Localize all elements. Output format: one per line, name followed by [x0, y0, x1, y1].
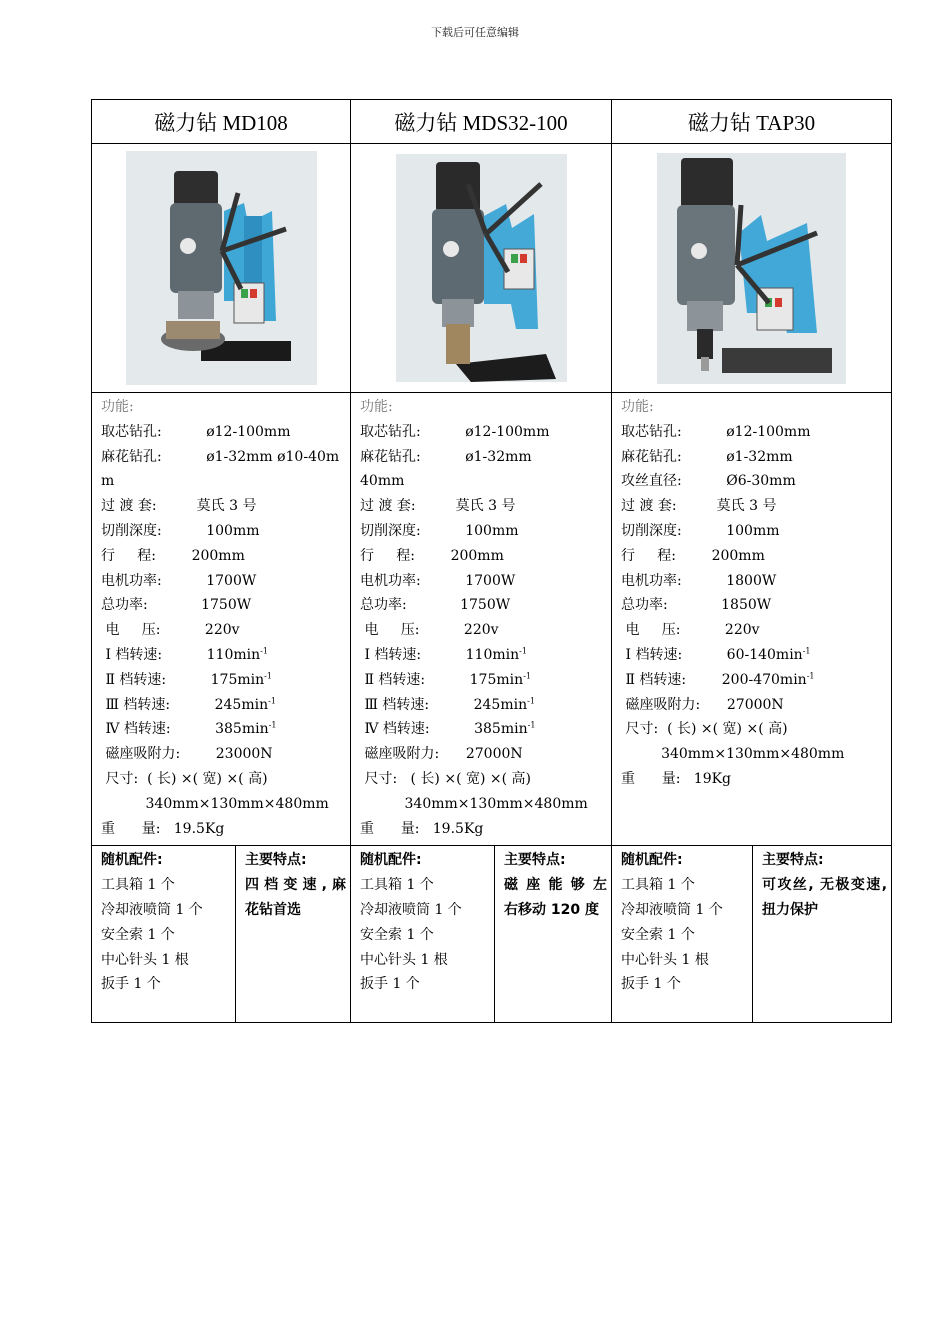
- spec-line: 尺寸: ( 长) ×( 宽) ×( 高): [101, 770, 268, 787]
- spec-row: [92, 393, 892, 846]
- spec-line: 磁座吸附力: 27000N: [621, 696, 784, 713]
- spec-heading: 功能:: [360, 399, 393, 415]
- accessory-item: 工具箱 1 个: [621, 877, 695, 894]
- accessory-item: 扳手 1 个: [101, 976, 161, 993]
- features-text: 四 档 变 速 , 麻花钻首选: [245, 877, 346, 918]
- product-title: 磁力钻 MDS32-100: [351, 100, 612, 144]
- spec-line: 切削深度: 100mm: [621, 522, 780, 539]
- accessory-list: [101, 873, 231, 997]
- magnetic-drill-photo: [657, 153, 846, 384]
- magnetic-drill-photo: [396, 154, 567, 382]
- spec-line: 340mm×130mm×480mm: [360, 795, 588, 812]
- product-title: 磁力钻 TAP30: [612, 100, 892, 144]
- accessory-list: [621, 873, 748, 997]
- spec-line: 总功率: 1750W: [360, 597, 511, 614]
- accessory-item: 中心针头 1 根: [101, 951, 189, 968]
- spec-line: 攻丝直径: Ø6-30mm: [621, 473, 796, 490]
- spec-line: Ⅱ 档转速: $175\min^{-1}$: [360, 671, 531, 688]
- spec-line: 总功率: 1750W: [101, 597, 252, 614]
- magnetic-drill-photo: [126, 151, 317, 385]
- product-image-cell: [612, 144, 892, 393]
- accessories-heading: 随机配件:: [360, 852, 422, 869]
- features-cell: [236, 846, 351, 1023]
- spec-line: 总功率: 1850W: [621, 597, 772, 614]
- spec-line: 取芯钻孔: ø12-100mm: [360, 423, 550, 440]
- spec-list: [351, 393, 612, 846]
- accessory-row: [92, 846, 892, 1023]
- spec-heading: 功能:: [621, 399, 654, 415]
- features-cell: [753, 846, 892, 1023]
- spec-line: 尺寸: ( 长) ×( 宽) ×( 高): [621, 721, 788, 738]
- accessory-item: 中心针头 1 根: [360, 951, 448, 968]
- spec-line: 切削深度: 100mm: [101, 522, 260, 539]
- spec-line: 电 压: 220v: [360, 622, 499, 639]
- page-header: 下载后可任意编辑: [431, 26, 519, 39]
- spec-line: 行 程: 200mm: [101, 547, 245, 564]
- accessory-item: 冷却液喷筒 1 个: [101, 901, 203, 918]
- spec-line: Ⅳ 档转速: $385\min^{-1}$: [101, 720, 277, 738]
- spec-line: 电 压: 220v: [621, 622, 760, 639]
- spec-line: 340mm×130mm×480mm: [101, 795, 329, 812]
- spec-line: 麻花钻孔: ø1-32mm ø10-40mm: [101, 448, 340, 490]
- accessory-list: [360, 873, 490, 997]
- spec-line: Ⅳ 档转速: $385\min^{-1}$: [360, 720, 536, 738]
- product-comparison-table: [91, 99, 892, 1023]
- spec-line: 麻花钻孔: ø1-32mm: [360, 448, 532, 465]
- spec-line: 40mm: [360, 473, 405, 490]
- accessory-item: 安全索 1 个: [101, 926, 175, 943]
- product-title: 磁力钻 MD108: [92, 100, 351, 144]
- accessory-item: 工具箱 1 个: [360, 877, 434, 894]
- spec-line: 重 量: 19.5Kg: [101, 820, 225, 837]
- features-heading: 主要特点:: [504, 852, 566, 869]
- spec-line: 行 程: 200mm: [621, 547, 765, 564]
- accessories-cell: [92, 846, 236, 1023]
- spec-list: [92, 393, 351, 846]
- spec-line: Ⅲ 档转速: $245\min^{-1}$: [101, 695, 276, 713]
- spec-list: [612, 393, 892, 846]
- spec-line: 重 量: 19Kg: [621, 770, 732, 787]
- spec-line: 取芯钻孔: ø12-100mm: [101, 423, 291, 440]
- spec-line: 取芯钻孔: ø12-100mm: [621, 423, 811, 440]
- spec-line: Ⅱ 档转速: $200-470\min^{-1}$: [621, 671, 815, 688]
- spec-line: 过 渡 套: 莫氏 3 号: [101, 498, 257, 515]
- image-row: [92, 144, 892, 393]
- accessory-item: 安全索 1 个: [360, 926, 434, 943]
- product-image-cell: [92, 144, 351, 393]
- accessory-item: 安全索 1 个: [621, 926, 695, 943]
- product-image-cell: [351, 144, 612, 393]
- features-heading: 主要特点:: [245, 852, 307, 869]
- spec-line: 尺寸: ( 长) ×( 宽) ×( 高): [360, 770, 532, 787]
- accessories-heading: 随机配件:: [101, 852, 163, 869]
- spec-line: 电机功率: 1800W: [621, 572, 777, 589]
- spec-line: 磁座吸附力: 23000N: [101, 746, 273, 763]
- spec-line: Ⅰ 档转速: $60-140\min^{-1}$: [621, 646, 811, 663]
- spec-line: 过 渡 套: 莫氏 3 号: [621, 498, 777, 515]
- title-row: [92, 100, 892, 144]
- spec-line: 麻花钻孔: ø1-32mm: [621, 448, 793, 465]
- accessory-item: 冷却液喷筒 1 个: [621, 901, 723, 918]
- spec-line: 过 渡 套: 莫氏 3 号: [360, 498, 516, 515]
- features-text: 可攻丝, 无极变速, 扭力保护: [762, 877, 888, 918]
- features-heading: 主要特点:: [762, 852, 824, 869]
- spec-line: 行 程: 200mm: [360, 547, 504, 564]
- spec-line: 重 量: 19.5Kg: [360, 820, 484, 837]
- accessories-heading: 随机配件:: [621, 852, 683, 869]
- spec-line: Ⅰ 档转速: $110\min^{-1}$: [101, 646, 268, 663]
- spec-line: 切削深度: 100mm: [360, 522, 519, 539]
- spec-line: Ⅱ 档转速: $175\min^{-1}$: [101, 671, 272, 688]
- spec-line: 电 压: 220v: [101, 622, 240, 639]
- accessory-item: 扳手 1 个: [360, 976, 420, 993]
- accessory-item: 冷却液喷筒 1 个: [360, 901, 462, 918]
- spec-heading: 功能:: [101, 399, 134, 415]
- spec-line: Ⅰ 档转速: $110\min^{-1}$: [360, 646, 527, 663]
- spec-line: 电机功率: 1700W: [360, 572, 516, 589]
- accessories-cell: [612, 846, 753, 1023]
- spec-line: 电机功率: 1700W: [101, 572, 257, 589]
- features-text: 磁 座 能 够 左 右移动 120 度: [504, 877, 608, 918]
- accessory-item: 工具箱 1 个: [101, 877, 175, 894]
- spec-line: 磁座吸附力: 27000N: [360, 746, 523, 763]
- accessory-item: 中心针头 1 根: [621, 951, 709, 968]
- accessories-cell: [351, 846, 495, 1023]
- spec-line: 340mm×130mm×480mm: [621, 746, 845, 763]
- accessory-item: 扳手 1 个: [621, 976, 681, 993]
- features-cell: [495, 846, 612, 1023]
- spec-line: Ⅲ 档转速: $245\min^{-1}$: [360, 695, 535, 713]
